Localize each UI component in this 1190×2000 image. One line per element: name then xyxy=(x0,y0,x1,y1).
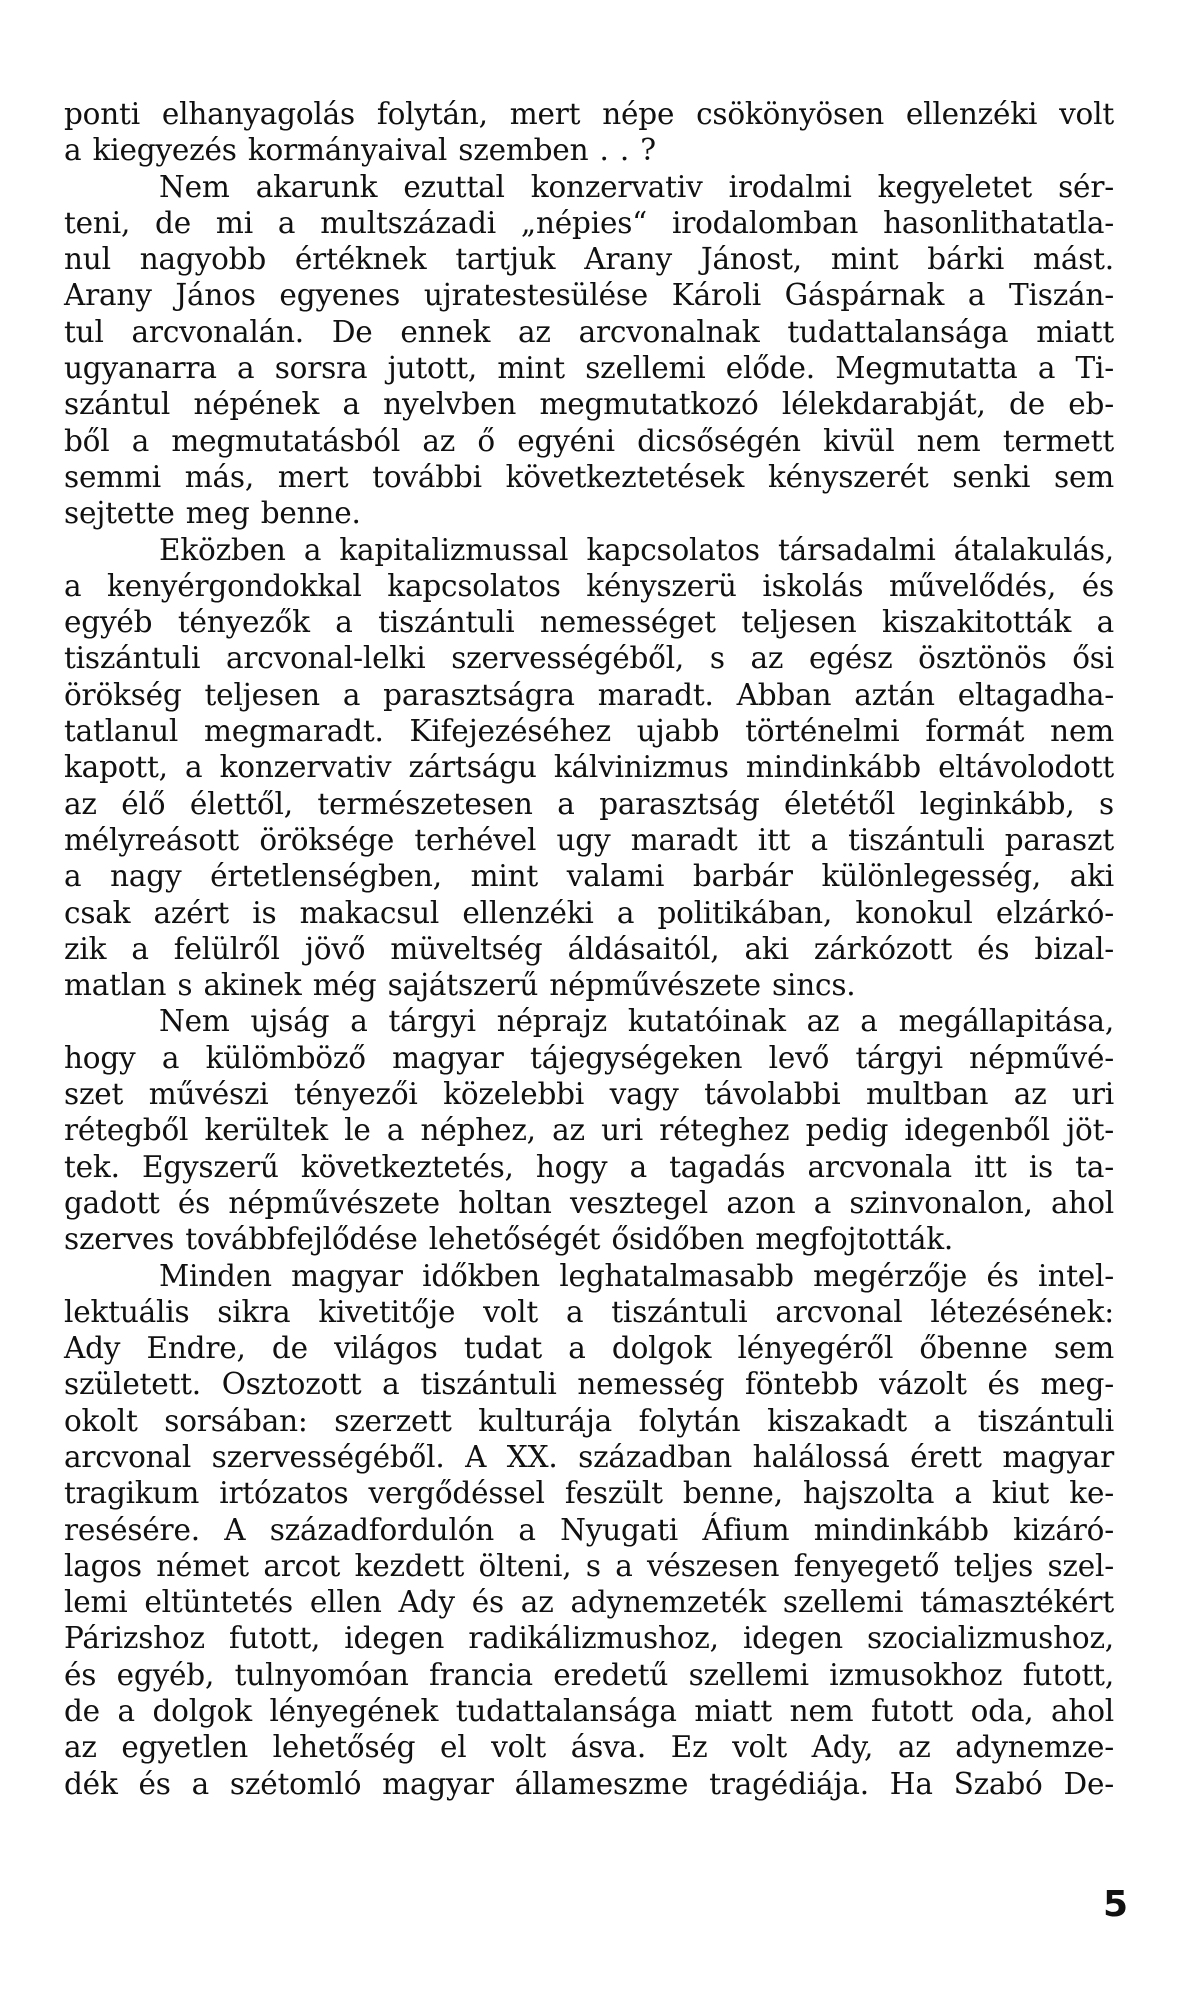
text-line: tatlanul megmaradt. Kifejezéséhez ujabb történelmi formát nem xyxy=(64,714,1114,749)
text-line: és egyéb, tulnyomóan francia eredetű szellemi izmusokhoz futott, xyxy=(64,1657,1114,1692)
text-line: ugyanarra a sorsra jutott, mint szellemi elődе. Megmutatta a Ti- xyxy=(64,351,1114,386)
text-line: ponti elhanyagolás folytán, mert népe csökönyösen ellenzéki volt xyxy=(64,97,1114,131)
text-line: tek. Egyszerű következtetés, hogy a tagadás arcvonala itt is ta- xyxy=(64,1149,1114,1184)
text-line: lagos német arcot kezdett ölteni, s a vészesen fenyegető teljes szel- xyxy=(64,1548,1114,1583)
text-line: okolt sorsában: szerzett kulturája folytán kiszakadt a tiszántuli xyxy=(64,1403,1114,1438)
paragraph-4 xyxy=(64,1003,1114,1257)
text-line: Nem ujság a tárgyi néprajz kutatóinak az a megállapitása, xyxy=(159,1004,1114,1039)
text-line: semmi más, mert további következtetések kényszerét senki sem xyxy=(64,459,1114,494)
text-line: tragikum irtózatos vergődéssel feszült benne, hajszolta a kiut ke- xyxy=(64,1476,1114,1511)
text-line: örökség teljesen a parasztságra maradt. Abban aztán eltagadha- xyxy=(64,677,1114,712)
text-line: rétegből kerültek le a néphez, az uri réteghez pedig idegenből jöt- xyxy=(64,1113,1114,1148)
text-line: arcvonal szervességéből. A XX. században halálossá érett magyar xyxy=(64,1439,1114,1474)
paragraph-5 xyxy=(64,1258,1114,1802)
text-line: Arany János egyenes ujratestesülése Károli Gáspárnak a Tiszán- xyxy=(64,278,1114,313)
page-body xyxy=(64,96,1114,1802)
text-line: a kenyérgondokkal kapcsolatos kényszerü iskolás művelődés, és xyxy=(64,568,1114,603)
page-number: 5 xyxy=(1103,1884,1129,1925)
text-line: de a dolgok lényegének tudattalansága miatt nem futott oda, ahol xyxy=(64,1694,1114,1729)
text-line: matlan s akinek még sajátszerű népművészete sincs. xyxy=(64,968,856,1003)
text-line: mélyreásott öröksége terhével ugy maradt itt a tiszántuli paraszt xyxy=(64,822,1114,857)
paragraph-3 xyxy=(64,532,1114,1004)
paragraph-1 xyxy=(64,96,1114,169)
text-line: született. Osztozott a tiszántuli nemesség föntebb vázolt és meg- xyxy=(64,1367,1114,1402)
text-line: sejtette meg benne. xyxy=(64,496,361,531)
text-line: csak azért is makacsul ellenzéki a politikában, konokul elzárkó- xyxy=(64,895,1114,930)
text-line: Nem akarunk ezuttal konzervativ irodalmi kegyeletet sér- xyxy=(159,169,1114,204)
text-line: Eközben a kapitalizmussal kapcsolatos társadalmi átalakulás, xyxy=(159,532,1114,567)
text-line: kapott, a konzervativ zártságu kálvinizmus mindinkább eltávolodott xyxy=(64,750,1114,785)
text-line: az egyetlen lehetőség el volt ásva. Ez volt Ady, az adynemze- xyxy=(64,1730,1114,1765)
text-line: Minden magyar időkben leghatalmasabb megérzője és intel- xyxy=(159,1258,1114,1293)
text-line: zik a felülről jövő müveltség áldásaitól, aki zárkózott és bizal- xyxy=(64,931,1114,966)
text-line: a nagy értetlenségben, mint valami barbár különlegesség, aki xyxy=(64,859,1114,894)
text-line: az élő élettől, természetesen a parasztság életétől leginkább, s xyxy=(64,786,1114,821)
text-line: szet művészi tényezői közelebbi vagy távolabbi multban az uri xyxy=(64,1077,1114,1112)
text-line: lemi eltüntetés ellen Ady és az adynemzeték szellemi támasztékért xyxy=(64,1585,1114,1620)
text-line: szerves továbbfejlődése lehetőségét ősidőben megfojtották. xyxy=(64,1222,954,1257)
text-line: hogy a külömböző magyar tájegységeken levő tárgyi népművé- xyxy=(64,1040,1114,1075)
text-line: teni, de mi a multszázadi „népies“ irodalomban hasonlithatatla- xyxy=(64,205,1114,240)
text-line: resésére. A századfordulón a Nyugati Áfium mindinkább kizáró- xyxy=(64,1512,1114,1547)
text-line: tiszántuli arcvonal-lelki szervességéből, s az egész ösztönös ősi xyxy=(64,641,1114,676)
paragraph-2 xyxy=(64,169,1114,532)
text-line: a kiegyezés kormányaival szemben . . ? xyxy=(64,133,656,168)
text-line: egyéb tényezők a tiszántuli nemességet teljesen kiszakitották a xyxy=(64,605,1114,640)
text-line: dék és a szétomló magyar állameszme tragédiája. Ha Szabó De- xyxy=(64,1766,1114,1801)
text-line: ből a megmutatásból az ő egyéni dicsőségén kivül nem termett xyxy=(64,423,1114,458)
text-line: Ady Endre, de világos tudat a dolgok lényegéről őbenne sem xyxy=(64,1331,1114,1366)
text-line: Párizshoz futott, idegen radikálizmushoz, idegen szocializmushoz, xyxy=(64,1621,1114,1656)
text-line: lektuális sikra kivetitője volt a tiszántuli arcvonal létezésének: xyxy=(64,1294,1114,1329)
text-line: nul nagyobb értéknek tartjuk Arany Jánost, mint bárki mást. xyxy=(64,242,1114,277)
text-line: gadott és népművészete holtan vesztegel azon a szinvonalon, ahol xyxy=(64,1185,1114,1220)
text-line: tul arcvonalán. De ennek az arcvonalnak tudattalansága miatt xyxy=(64,314,1114,349)
text-line: szántul népének a nyelvben megmutatkozó lélekdarabját, de eb- xyxy=(64,387,1114,422)
